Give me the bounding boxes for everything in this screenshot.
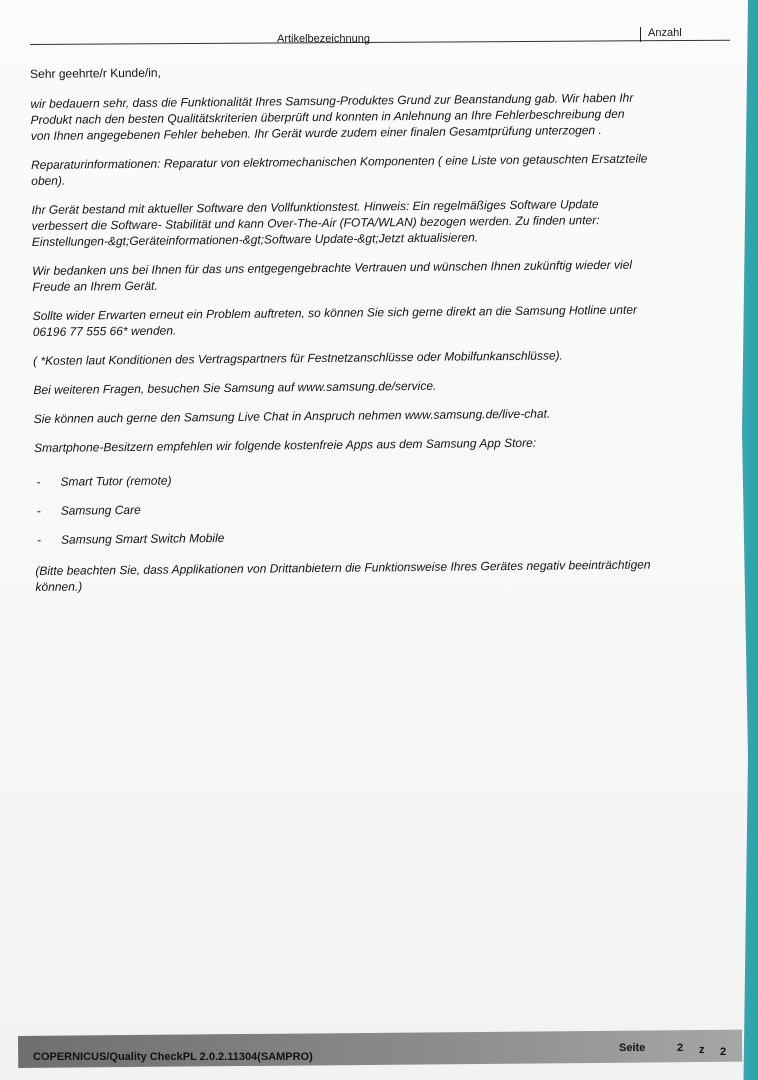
- software-info-line: verbessert die Software- Stabilität und kann Over-The-Air (FOTA/WLAN) bezogen werden. Zu finden unter:: [31, 213, 600, 233]
- software-info-line: Einstellungen-&gt;Geräteinformationen-&gt;Software Update-&gt;Jetzt aktualisieren.: [31, 230, 479, 249]
- paragraph-line: von Ihnen angegebenen Fehler beheben. Ihr Gerät wurde zudem einer finalen Gesamtprüfung unterzogen .: [30, 123, 602, 143]
- app-name: Smart Tutor (remote): [60, 473, 172, 489]
- list-dash: -: [36, 532, 42, 547]
- header-column-divider: [640, 27, 641, 42]
- disclaimer-line: (Bitte beachten Sie, dass Applikationen von Drittanbietern die Funktionsweise Ihres Gerätes negativ beeinträchtigen: [35, 557, 651, 578]
- software-info-line: Ihr Gerät bestand mit aktueller Software den Vollfunktionstest. Hinweis: Ein regelmäßiges Software Update: [31, 197, 599, 217]
- thanks-line: Wir bedanken uns bei Ihnen für das uns entgegengebrachte Vertrauen und wünschen Ihnen zukünftig wieder viel: [32, 257, 633, 278]
- hotline-line: Sollte wider Erwarten erneut ein Problem auftreten, so können Sie sich gerne direkt an die Samsung Hotline unter: [32, 302, 638, 323]
- greeting: Sehr geehrte/r Kunde/in,: [30, 65, 161, 81]
- page-total: 2: [720, 1046, 727, 1058]
- page-current: 2: [677, 1042, 684, 1054]
- repair-info-line: oben).: [31, 173, 66, 188]
- hotline-line: 06196 77 555 66* wenden.: [32, 323, 177, 339]
- live-chat-line: Sie können auch gerne den Samsung Live Chat in Anspruch nehmen www.samsung.de/live-chat.: [33, 406, 551, 426]
- list-dash: -: [36, 474, 41, 489]
- footer-system-label: COPERNICUS/Quality CheckPL 2.0.2.11304(SAMPRO): [33, 1051, 313, 1063]
- app-name: Samsung Care: [60, 502, 141, 518]
- list-item: [36, 473, 171, 490]
- column-header-article: Artikelbezeichnung: [277, 33, 370, 45]
- paragraph-line: Produkt nach den besten Qualitätskriterien überprüft und konnten in Anlehnung an Ihre Fehlerbeschreibung den: [30, 106, 625, 127]
- questions-line: Bei weiteren Fragen, besuchen Sie Samsung auf www.samsung.de/service.: [33, 378, 437, 397]
- page-label: Seite: [619, 1042, 646, 1054]
- disclaimer-line: können.): [35, 579, 83, 594]
- app-name: Samsung Smart Switch Mobile: [60, 530, 225, 547]
- list-item: [37, 502, 141, 519]
- page-separator: z: [699, 1044, 705, 1056]
- costs-note: ( *Kosten laut Konditionen des Vertragspartners für Festnetzanschlüsse oder Mobilfunkanschlüsse).: [33, 348, 564, 368]
- column-header-count: Anzahl: [648, 27, 682, 39]
- repair-info-line: Reparaturinformationen: Reparatur von elektromechanischen Komponenten ( eine Liste von getauschten Ersatzteile: [31, 151, 648, 172]
- list-item: [37, 530, 225, 548]
- list-dash: -: [36, 503, 41, 518]
- thanks-line: Freude an Ihrem Gerät.: [32, 278, 158, 294]
- paragraph-line: wir bedauern sehr, dass die Funktionalität Ihres Samsung-Produktes Grund zur Beanstandung gab. Wir haben Ihr: [30, 90, 634, 111]
- apps-intro: Smartphone-Besitzern empfehlen wir folgende kostenfreie Apps aus dem Samsung App Store:: [33, 435, 537, 455]
